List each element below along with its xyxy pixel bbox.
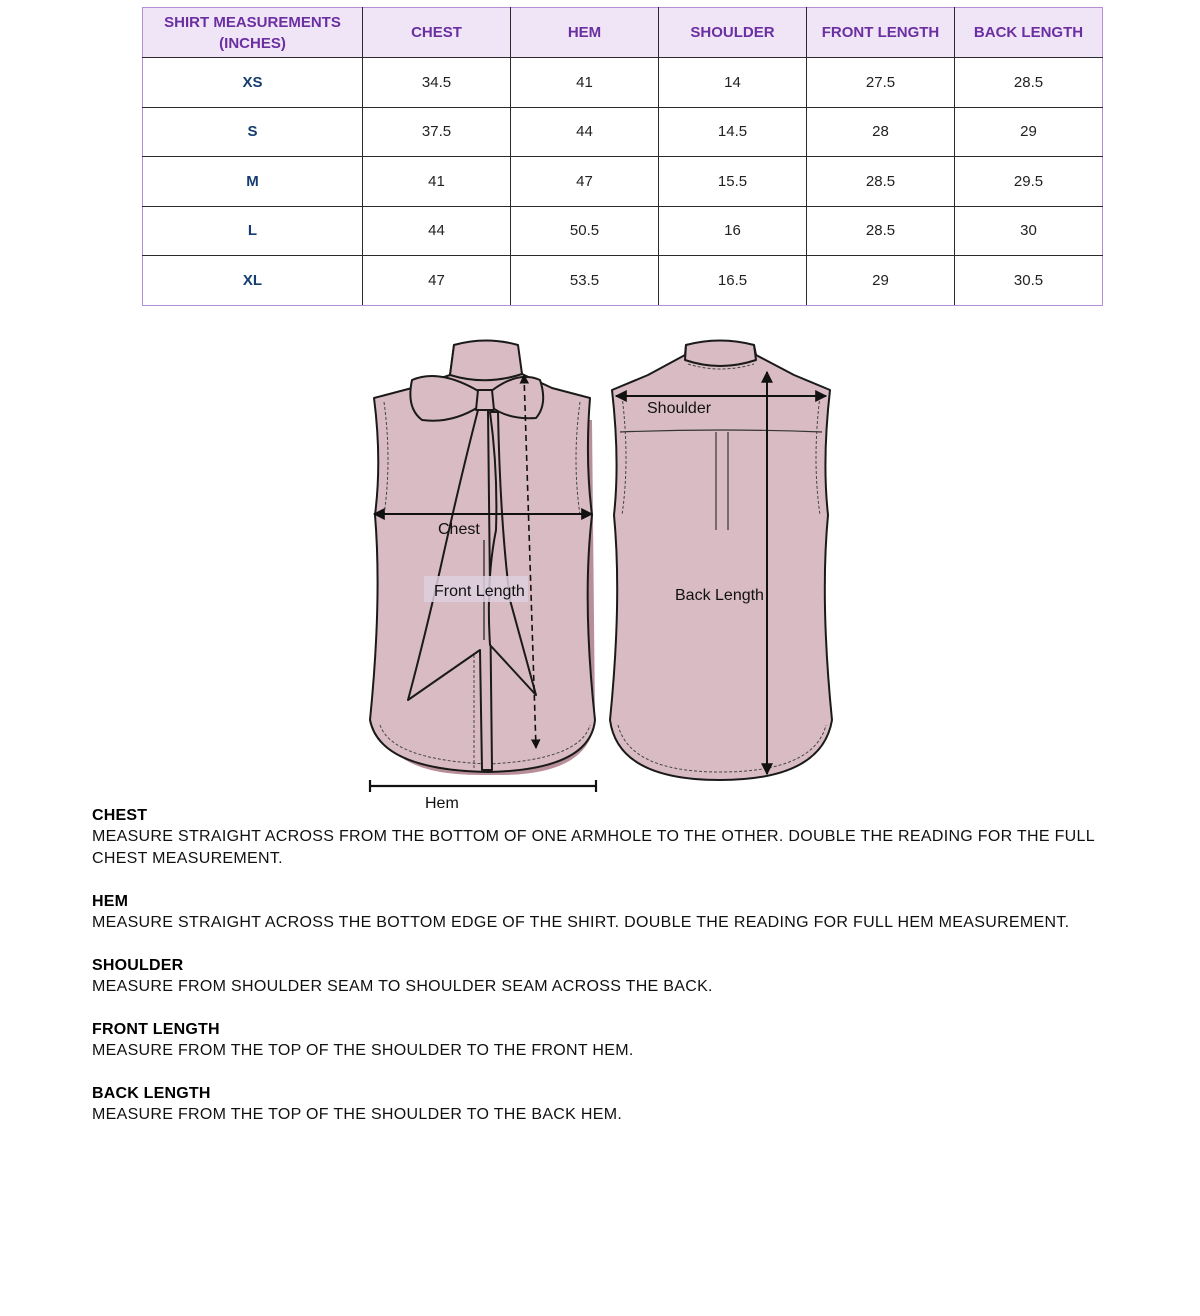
size-label: M (143, 157, 363, 207)
chest-label: Chest (438, 521, 480, 538)
back-shirt-body (610, 342, 832, 781)
chest-value: 47 (363, 256, 511, 306)
table-row (143, 256, 1103, 306)
chest-value: 41 (363, 157, 511, 207)
hem-value: 50.5 (511, 206, 659, 256)
table-row (143, 58, 1103, 108)
size-chart-table (142, 7, 1103, 306)
note-title: HEM (92, 893, 129, 910)
chest-value: 37.5 (363, 107, 511, 157)
table-header-row (143, 8, 1103, 58)
header-back-length: BACK LENGTH (955, 8, 1103, 58)
front-length-label: Front Length (434, 583, 525, 600)
table-row (143, 107, 1103, 157)
shoulder-value: 16 (659, 206, 807, 256)
shoulder-value: 14.5 (659, 107, 807, 157)
front-shirt-collar (450, 341, 522, 381)
back-length-label: Back Length (675, 587, 764, 604)
note-back-length (92, 1084, 1132, 1126)
header-measurements: SHIRT MEASUREMENTS (INCHES) (143, 8, 363, 58)
note-front-length (92, 1020, 1132, 1062)
table-row (143, 157, 1103, 207)
front-length-value: 28 (807, 107, 955, 157)
shoulder-value: 16.5 (659, 256, 807, 306)
chest-value: 44 (363, 206, 511, 256)
back-length-value: 30.5 (955, 256, 1103, 306)
note-body: MEASURE STRAIGHT ACROSS THE BOTTOM EDGE OF THE SHIRT. DOUBLE THE READING FOR FULL HEM MEASUREMENT. (92, 914, 1070, 931)
back-length-value: 28.5 (955, 58, 1103, 108)
note-title: SHOULDER (92, 957, 184, 974)
front-length-value: 28.5 (807, 206, 955, 256)
measurement-notes (92, 806, 1132, 1148)
table-row (143, 206, 1103, 256)
back-length-value: 29 (955, 107, 1103, 157)
note-chest (92, 806, 1132, 870)
note-body: MEASURE STRAIGHT ACROSS FROM THE BOTTOM OF ONE ARMHOLE TO THE OTHER. DOUBLE THE READING FOR THE FULL CHEST MEASUREMENT. (92, 828, 1095, 867)
size-label: XL (143, 256, 363, 306)
note-hem (92, 892, 1132, 934)
back-shirt-illustration (610, 341, 832, 781)
hem-value: 47 (511, 157, 659, 207)
size-label: L (143, 206, 363, 256)
hem-measure-line (370, 780, 596, 792)
back-shirt-collar (685, 341, 756, 367)
note-body: MEASURE FROM THE TOP OF THE SHOULDER TO THE FRONT HEM. (92, 1042, 634, 1059)
note-body: MEASURE FROM SHOULDER SEAM TO SHOULDER SEAM ACROSS THE BACK. (92, 978, 713, 995)
shirt-measurement-diagram (340, 320, 870, 820)
note-title: CHEST (92, 807, 148, 824)
header-chest: CHEST (363, 8, 511, 58)
chest-value: 34.5 (363, 58, 511, 108)
front-shirt-illustration (370, 341, 595, 776)
hem-label: Hem (425, 795, 459, 812)
size-label: S (143, 107, 363, 157)
size-label: XS (143, 58, 363, 108)
shoulder-label: Shoulder (647, 400, 712, 417)
header-front-length: FRONT LENGTH (807, 8, 955, 58)
header-hem: HEM (511, 8, 659, 58)
hem-value: 44 (511, 107, 659, 157)
note-title: FRONT LENGTH (92, 1021, 220, 1038)
front-length-value: 27.5 (807, 58, 955, 108)
front-length-value: 28.5 (807, 157, 955, 207)
shoulder-value: 15.5 (659, 157, 807, 207)
note-shoulder (92, 956, 1132, 998)
note-title: BACK LENGTH (92, 1085, 211, 1102)
hem-value: 41 (511, 58, 659, 108)
hem-value: 53.5 (511, 256, 659, 306)
header-shoulder: SHOULDER (659, 8, 807, 58)
shoulder-value: 14 (659, 58, 807, 108)
front-length-value: 29 (807, 256, 955, 306)
back-length-value: 30 (955, 206, 1103, 256)
back-length-value: 29.5 (955, 157, 1103, 207)
note-body: MEASURE FROM THE TOP OF THE SHOULDER TO THE BACK HEM. (92, 1106, 623, 1123)
